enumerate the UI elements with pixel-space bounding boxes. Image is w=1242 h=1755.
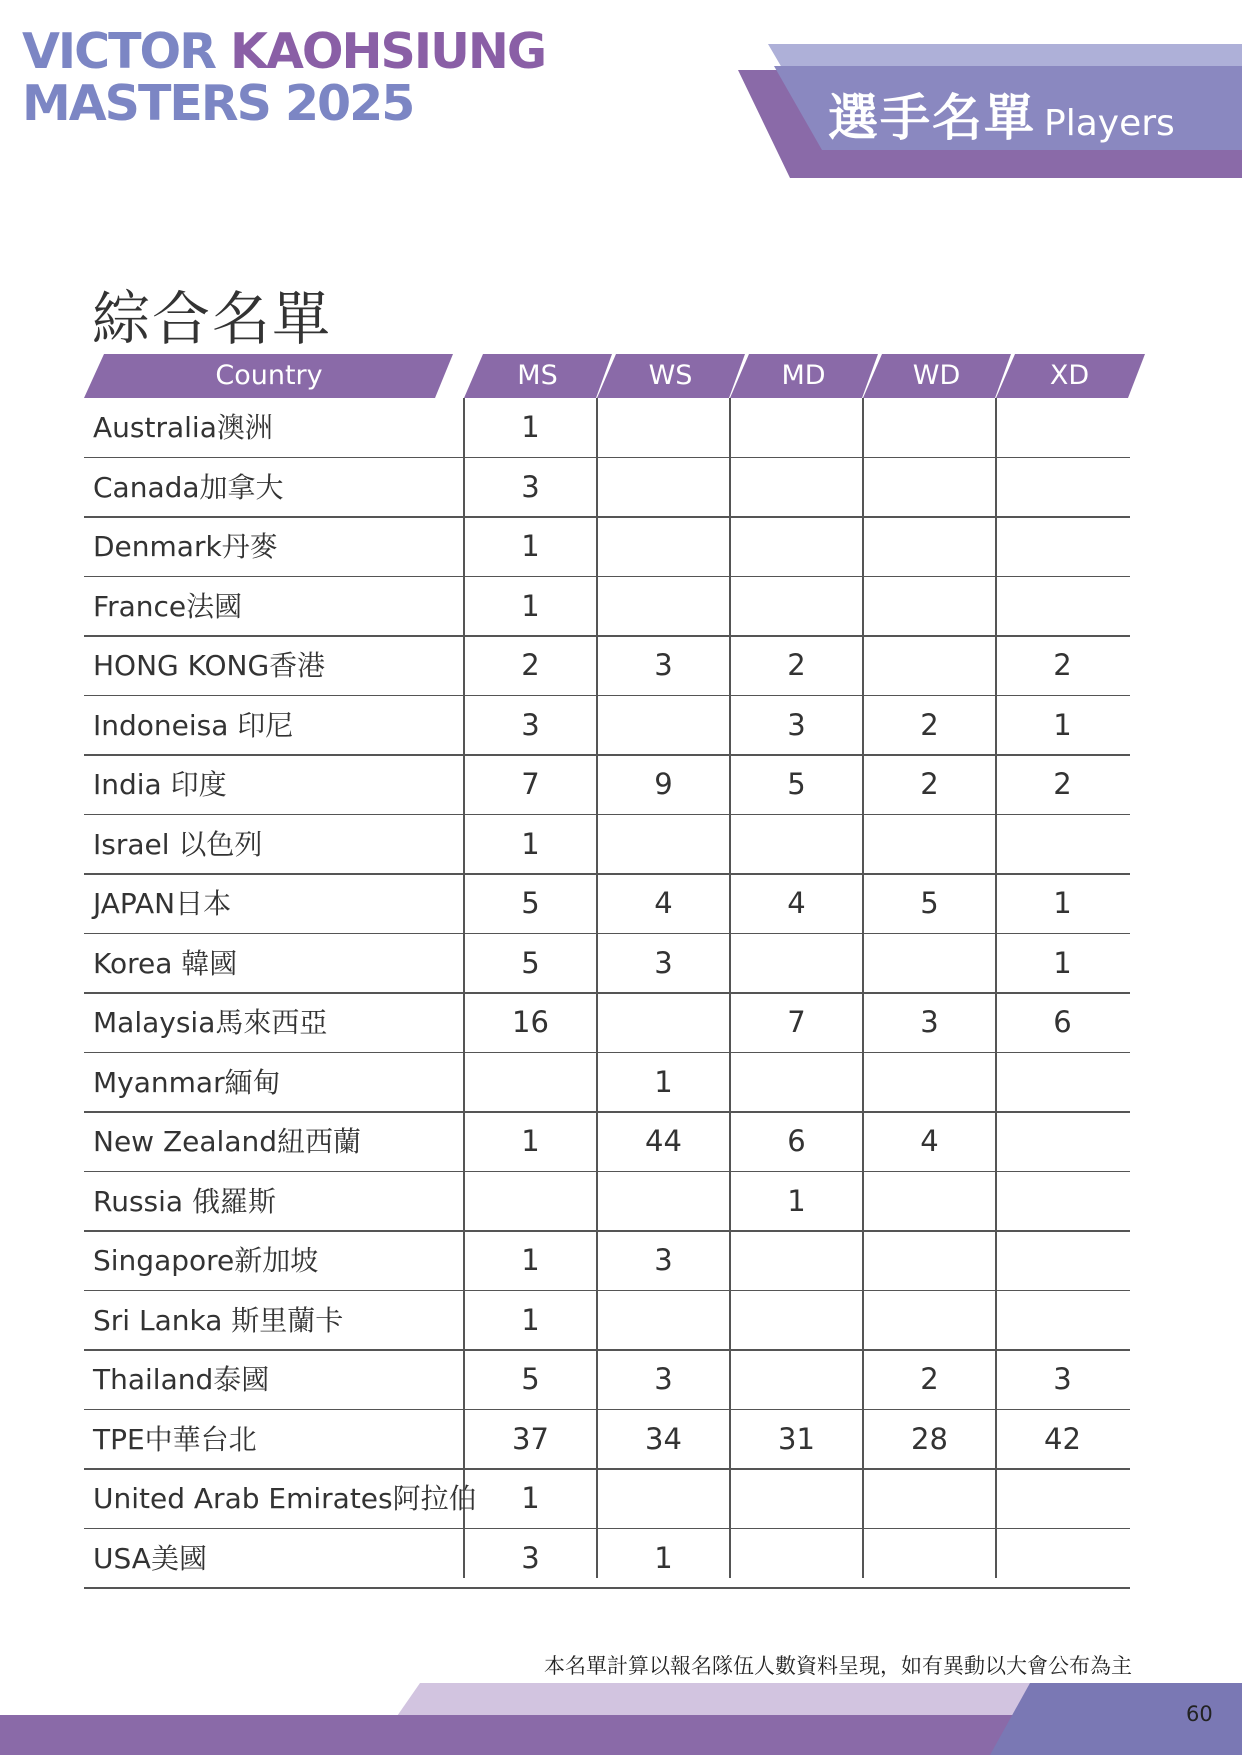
logo-word-victor: VICTOR <box>22 23 215 80</box>
table-cell-wd: 28 <box>911 1421 948 1456</box>
table-cell-ms: 5 <box>521 886 540 920</box>
column-header-ms: MS <box>517 360 558 391</box>
header-title-zh: 選手名單 <box>828 89 1036 147</box>
table-cell-ws: 1 <box>654 1064 673 1099</box>
table-cell-ms: 1 <box>521 529 540 563</box>
footnote: 本名單計算以報名隊伍人數資料呈現，如有異動以大會公布為主 <box>544 1654 1132 1678</box>
column-header-md: MD <box>781 360 826 391</box>
row-divider <box>84 695 1130 697</box>
table-cell-ms: 1 <box>521 1481 540 1515</box>
row-divider <box>84 1171 1130 1173</box>
table-cell-ws: 3 <box>654 648 673 682</box>
table-cell-ms: 7 <box>521 767 540 801</box>
table-cell-wd: 2 <box>920 767 939 801</box>
logo-line-masters: MASTERS 2025 <box>22 75 414 132</box>
table-cell-ws: 3 <box>654 945 673 980</box>
table-cell-md: 2 <box>787 648 806 682</box>
row-divider <box>84 1349 1130 1351</box>
table-cell-ms: 1 <box>521 826 540 861</box>
table-cell-xd: 42 <box>1044 1421 1081 1456</box>
country-name: Myanmar緬甸 <box>93 1065 281 1099</box>
table-cell-ms: 37 <box>512 1421 549 1456</box>
table-cell-ms: 1 <box>521 1302 540 1337</box>
header-title-en: Players <box>1044 103 1175 144</box>
country-name: Thailand泰國 <box>93 1363 270 1396</box>
table-cell-ms: 3 <box>521 1540 540 1575</box>
page-number: 60 <box>1186 1702 1213 1726</box>
row-divider <box>84 1409 1130 1411</box>
table-cell-xd: 1 <box>1053 886 1072 920</box>
table-cell-md: 7 <box>787 1005 806 1039</box>
table-cell-wd: 2 <box>920 1362 939 1396</box>
country-name: JAPAN日本 <box>93 887 232 920</box>
country-name: Singapore新加坡 <box>93 1244 319 1277</box>
table-cell-xd: 2 <box>1053 767 1072 801</box>
row-divider <box>84 516 1130 518</box>
table-cell-md: 3 <box>787 707 806 742</box>
table-cell-xd: 1 <box>1053 945 1072 980</box>
table-cell-xd: 3 <box>1053 1362 1072 1396</box>
table-cell-md: 5 <box>787 767 806 801</box>
table-cell-ws: 4 <box>654 886 673 920</box>
table-cell-ms: 1 <box>521 588 540 623</box>
table-cell-xd: 1 <box>1053 707 1072 742</box>
table-cell-ws: 44 <box>645 1124 682 1158</box>
column-header-wd: WD <box>912 360 961 391</box>
country-name: Sri Lanka 斯里蘭卡 <box>93 1303 344 1337</box>
table-cell-ms: 3 <box>521 469 540 504</box>
row-divider <box>84 754 1130 756</box>
table-cell-ws: 9 <box>654 767 673 801</box>
table-cell-wd: 5 <box>920 886 939 920</box>
row-divider <box>84 635 1130 637</box>
country-name: TPE中華台北 <box>93 1422 257 1456</box>
row-divider <box>84 1052 1130 1054</box>
country-name: Indoneisa 印尼 <box>93 708 294 742</box>
column-header-ws: WS <box>648 360 693 391</box>
row-divider <box>84 873 1130 875</box>
row-divider <box>84 1587 1130 1589</box>
country-name: Australia澳洲 <box>93 411 273 444</box>
table-cell-ms: 5 <box>521 1362 540 1396</box>
table-cell-md: 6 <box>787 1124 806 1158</box>
table-cell-xd: 6 <box>1053 1005 1072 1039</box>
row-divider <box>84 1111 1130 1113</box>
table-cell-md: 1 <box>787 1183 806 1218</box>
table-cell-ms: 5 <box>521 945 540 980</box>
row-divider <box>84 1230 1130 1232</box>
row-divider <box>84 1468 1130 1470</box>
table-cell-ms: 3 <box>521 707 540 742</box>
country-name: Russia 俄羅斯 <box>93 1184 276 1218</box>
table-cell-ms: 2 <box>521 648 540 682</box>
table-cell-ms: 1 <box>521 1124 540 1158</box>
country-name: New Zealand紐西蘭 <box>93 1125 361 1158</box>
country-name: Korea 韓國 <box>93 946 238 980</box>
row-divider <box>84 576 1130 578</box>
table-cell-ms: 16 <box>512 1005 549 1039</box>
logo-word-kaohsiung: KAOHSIUNG <box>230 23 546 80</box>
row-divider <box>84 1528 1130 1530</box>
column-header-xd: XD <box>1049 360 1090 391</box>
footer-band <box>0 1680 1242 1755</box>
table-cell-ws: 34 <box>645 1421 682 1456</box>
table-cell-xd: 2 <box>1053 648 1072 682</box>
row-divider <box>84 992 1130 994</box>
row-divider <box>84 457 1130 459</box>
country-name: HONG KONG香港 <box>93 649 326 682</box>
row-divider <box>84 933 1130 935</box>
country-name: United Arab Emirates阿拉伯 <box>93 1482 477 1515</box>
row-divider <box>84 814 1130 816</box>
table-cell-wd: 2 <box>920 707 939 742</box>
table-cell-wd: 4 <box>920 1124 939 1158</box>
country-name: USA美國 <box>93 1541 207 1575</box>
row-divider <box>84 1290 1130 1292</box>
country-name: Canada加拿大 <box>93 470 284 504</box>
table-cell-md: 31 <box>778 1421 815 1456</box>
country-name: Israel 以色列 <box>93 827 263 861</box>
country-name: India 印度 <box>93 768 227 801</box>
table-cell-ws: 3 <box>654 1243 673 1277</box>
table-cell-ms: 1 <box>521 410 540 444</box>
section-title: 綜合名單 <box>92 285 333 353</box>
country-name: Malaysia馬來西亞 <box>93 1006 328 1039</box>
table-cell-ms: 1 <box>521 1243 540 1277</box>
column-header-country: Country <box>215 360 323 391</box>
country-name: Denmark丹麥 <box>93 530 278 563</box>
country-name: France法國 <box>93 589 243 623</box>
table-cell-ws: 1 <box>654 1540 673 1575</box>
table-cell-wd: 3 <box>920 1005 939 1039</box>
table-cell-ws: 3 <box>654 1362 673 1396</box>
table-cell-md: 4 <box>787 886 806 920</box>
